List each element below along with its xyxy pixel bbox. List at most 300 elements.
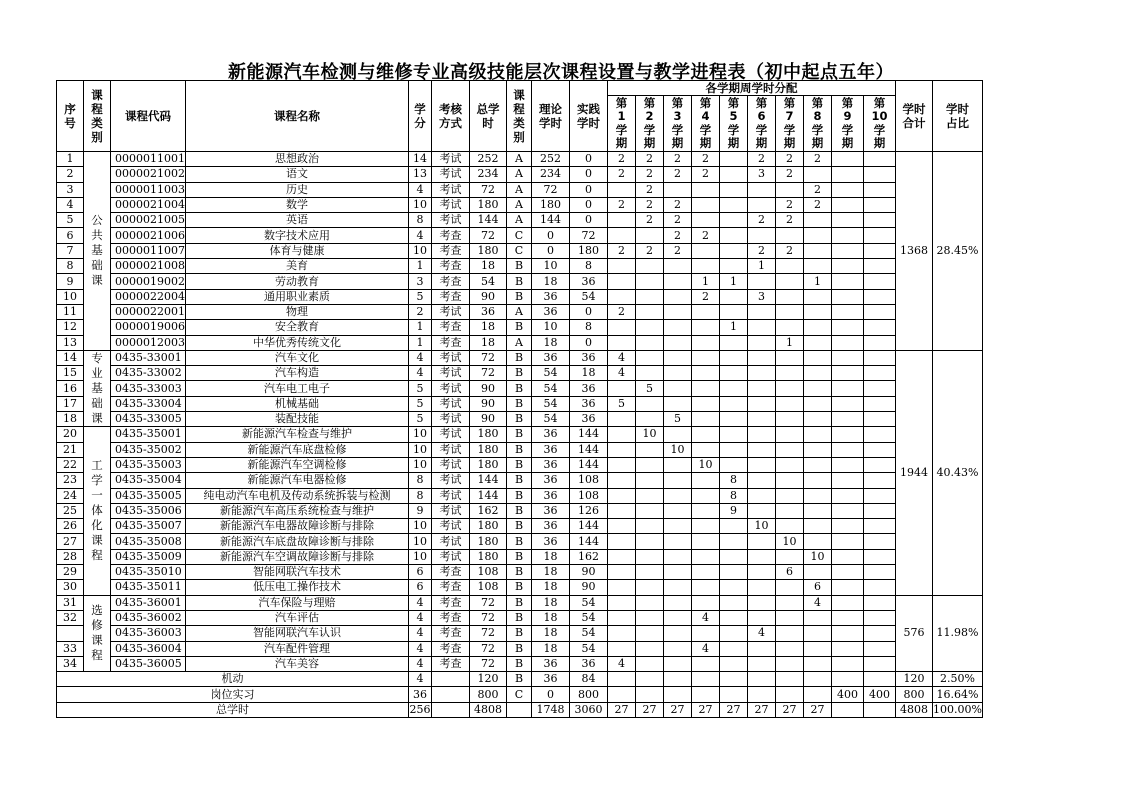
row-semester-10: [864, 549, 896, 564]
row-total-hours: 252: [470, 152, 507, 167]
row-credit: 8: [409, 213, 432, 228]
row-semester-10: [864, 274, 896, 289]
row-semester-1: [608, 182, 636, 197]
row-semester-9: [832, 565, 864, 580]
row-credit: 2: [409, 304, 432, 319]
row-semester-7: [776, 304, 804, 319]
row-exam-method: 考试: [432, 427, 470, 442]
row-semester-1: [608, 595, 636, 610]
category-cell: [84, 350, 111, 426]
row-semester-3: [664, 534, 692, 549]
row-total-hours: 108: [470, 565, 507, 580]
row-semester-4: [692, 243, 720, 258]
row-semester-8: 2: [804, 152, 832, 167]
row-semester-10: [864, 442, 896, 457]
row-seq: 14: [57, 350, 84, 365]
header-practice: 实践学时: [570, 81, 608, 152]
row-seq: 16: [57, 381, 84, 396]
row-exam-method: 考试: [432, 519, 470, 534]
page-title: 新能源汽车检测与维修专业高级技能层次课程设置与教学进程表（初中起点五年）: [228, 62, 894, 83]
row-semester-7: [776, 381, 804, 396]
row-semester-2: 2: [636, 167, 664, 182]
row-seq: 26: [57, 519, 84, 534]
row-seq: 17: [57, 396, 84, 411]
row-theory-hours: 36: [532, 519, 570, 534]
row-seq: 33: [57, 641, 84, 656]
row-semester-7: [776, 656, 804, 671]
row-practice-hours: 0: [570, 152, 608, 167]
row-semester-1: 2: [608, 243, 636, 258]
row-semester-8: 2: [804, 182, 832, 197]
table-row: [57, 473, 983, 488]
row-semester-6: [748, 228, 776, 243]
row-semester-6: [748, 182, 776, 197]
row-semester-4: [692, 565, 720, 580]
row-course-type: C: [507, 243, 532, 258]
row-semester-7: 2: [776, 167, 804, 182]
row-semester-8: [804, 396, 832, 411]
summary-practice-hours: 84: [570, 672, 608, 687]
row-semester-7: [776, 519, 804, 534]
row-semester-2: [636, 580, 664, 595]
row-semester-7: 6: [776, 565, 804, 580]
row-exam-method: 考查: [432, 243, 470, 258]
row-semester-2: [636, 549, 664, 564]
row-semester-3: [664, 304, 692, 319]
row-semester-9: [832, 610, 864, 625]
row-semester-7: 10: [776, 534, 804, 549]
row-theory-hours: 36: [532, 488, 570, 503]
row-semester-6: 3: [748, 167, 776, 182]
row-semester-2: [636, 626, 664, 641]
row-semester-4: [692, 473, 720, 488]
row-course-code: 0435-35008: [111, 534, 186, 549]
row-semester-7: [776, 228, 804, 243]
row-credit: 10: [409, 534, 432, 549]
row-semester-4: [692, 182, 720, 197]
table-row: [57, 197, 983, 212]
row-semester-4: [692, 350, 720, 365]
table-row: [57, 519, 983, 534]
row-course-name: 纯电动汽车电机及传动系统拆装与检测: [186, 488, 409, 503]
row-practice-hours: 90: [570, 565, 608, 580]
row-course-code: 0435-33001: [111, 350, 186, 365]
row-semester-7: [776, 427, 804, 442]
row-credit: 9: [409, 503, 432, 518]
row-semester-2: [636, 396, 664, 411]
row-semester-8: [804, 213, 832, 228]
row-semester-7: [776, 626, 804, 641]
row-theory-hours: 180: [532, 197, 570, 212]
row-semester-4: [692, 335, 720, 350]
row-semester-5: [720, 549, 748, 564]
row-total-hours: 72: [470, 626, 507, 641]
row-theory-hours: 18: [532, 549, 570, 564]
row-semester-8: 6: [804, 580, 832, 595]
row-semester-9: [832, 213, 864, 228]
row-course-type: B: [507, 442, 532, 457]
summary-semester-5: [720, 672, 748, 687]
row-course-name: 汽车文化: [186, 350, 409, 365]
row-semester-4: 2: [692, 228, 720, 243]
row-total-hours: 144: [470, 473, 507, 488]
row-course-type: B: [507, 610, 532, 625]
row-semester-8: [804, 259, 832, 274]
row-semester-9: [832, 366, 864, 381]
row-theory-hours: 18: [532, 595, 570, 610]
category-hour-ratio: 28.45%: [933, 152, 983, 351]
summary-semester-7: [776, 687, 804, 702]
row-exam-method: 考试: [432, 488, 470, 503]
row-theory-hours: 18: [532, 610, 570, 625]
row-course-name: 美育: [186, 259, 409, 274]
row-seq: 20: [57, 427, 84, 442]
row-total-hours: 72: [470, 595, 507, 610]
summary-hour-ratio: 16.64%: [933, 687, 983, 702]
summary-course-type: C: [507, 687, 532, 702]
row-course-type: A: [507, 152, 532, 167]
row-semester-2: 2: [636, 243, 664, 258]
summary-row: [57, 702, 983, 717]
row-semester-4: [692, 534, 720, 549]
row-exam-method: 考查: [432, 595, 470, 610]
row-semester-10: [864, 396, 896, 411]
row-semester-7: [776, 350, 804, 365]
row-exam-method: 考查: [432, 565, 470, 580]
row-course-code: 0435-33003: [111, 381, 186, 396]
row-total-hours: 72: [470, 610, 507, 625]
row-exam-method: 考试: [432, 473, 470, 488]
row-semester-7: [776, 488, 804, 503]
row-course-code: 0435-33005: [111, 412, 186, 427]
row-seq: 4: [57, 197, 84, 212]
summary-label: 机动: [57, 672, 409, 687]
row-semester-5: [720, 167, 748, 182]
row-course-name: 历史: [186, 182, 409, 197]
row-course-name: 新能源汽车空调检修: [186, 457, 409, 472]
row-credit: 5: [409, 396, 432, 411]
row-course-type: B: [507, 289, 532, 304]
row-semester-2: 2: [636, 213, 664, 228]
row-semester-5: 1: [720, 320, 748, 335]
row-practice-hours: 0: [570, 197, 608, 212]
row-practice-hours: 36: [570, 412, 608, 427]
row-semester-1: [608, 580, 636, 595]
row-semester-3: [664, 610, 692, 625]
summary-semester-4: [692, 672, 720, 687]
row-course-type: A: [507, 335, 532, 350]
row-exam-method: 考试: [432, 381, 470, 396]
row-course-name: 新能源汽车电器故障诊断与排除: [186, 519, 409, 534]
row-seq: 18: [57, 412, 84, 427]
row-semester-5: 8: [720, 488, 748, 503]
summary-total-hours: 4808: [470, 702, 507, 717]
row-semester-1: [608, 473, 636, 488]
row-seq: 29: [57, 565, 84, 580]
row-seq: 9: [57, 274, 84, 289]
row-credit: 13: [409, 167, 432, 182]
row-semester-1: 2: [608, 304, 636, 319]
table-row: [57, 488, 983, 503]
row-course-name: 新能源汽车高压系统检查与维护: [186, 503, 409, 518]
summary-semester-1: 27: [608, 702, 636, 717]
row-course-code: 0435-36001: [111, 595, 186, 610]
row-exam-method: 考试: [432, 197, 470, 212]
category-label: 专业基础课: [91, 351, 103, 426]
row-semester-5: [720, 656, 748, 671]
row-seq: 31: [57, 595, 84, 610]
summary-semester-4: [692, 687, 720, 702]
row-theory-hours: 54: [532, 396, 570, 411]
row-semester-6: [748, 641, 776, 656]
row-practice-hours: 0: [570, 304, 608, 319]
row-seq: 11: [57, 304, 84, 319]
row-semester-6: [748, 534, 776, 549]
row-course-type: B: [507, 457, 532, 472]
row-practice-hours: 36: [570, 656, 608, 671]
row-exam-method: 考查: [432, 289, 470, 304]
row-course-type: B: [507, 427, 532, 442]
row-semester-8: [804, 243, 832, 258]
row-course-type: A: [507, 197, 532, 212]
row-course-code: 0435-35003: [111, 457, 186, 472]
row-seq: [57, 626, 84, 641]
row-course-name: 新能源汽车底盘故障诊断与排除: [186, 534, 409, 549]
header-semester-8: 第8学期: [804, 96, 832, 152]
row-seq: 34: [57, 656, 84, 671]
row-course-name: 智能网联汽车认识: [186, 626, 409, 641]
row-semester-10: [864, 197, 896, 212]
row-semester-10: [864, 335, 896, 350]
row-semester-5: [720, 412, 748, 427]
row-semester-3: 2: [664, 228, 692, 243]
table-row: [57, 182, 983, 197]
row-semester-4: [692, 366, 720, 381]
row-semester-3: [664, 259, 692, 274]
table-row: [57, 503, 983, 518]
row-semester-4: 10: [692, 457, 720, 472]
summary-semester-2: [636, 672, 664, 687]
row-semester-5: 9: [720, 503, 748, 518]
row-course-code: 0000011003: [111, 182, 186, 197]
row-credit: 4: [409, 595, 432, 610]
row-theory-hours: 36: [532, 473, 570, 488]
row-semester-6: 2: [748, 152, 776, 167]
table-row: [57, 274, 983, 289]
row-semester-9: [832, 243, 864, 258]
row-course-type: B: [507, 656, 532, 671]
row-total-hours: 234: [470, 167, 507, 182]
category-hour-ratio: 11.98%: [933, 595, 983, 671]
summary-course-type: B: [507, 672, 532, 687]
header-total-hours: 总学时: [470, 81, 507, 152]
row-course-code: 0435-35001: [111, 427, 186, 442]
row-seq: 22: [57, 457, 84, 472]
summary-semester-9: [832, 672, 864, 687]
row-semester-1: [608, 534, 636, 549]
row-semester-6: [748, 197, 776, 212]
summary-semester-8: [804, 672, 832, 687]
row-semester-6: [748, 381, 776, 396]
header-semester-6: 第6学期: [748, 96, 776, 152]
row-total-hours: 72: [470, 366, 507, 381]
row-practice-hours: 54: [570, 595, 608, 610]
row-semester-4: [692, 197, 720, 212]
row-semester-5: [720, 534, 748, 549]
table-row: [57, 442, 983, 457]
row-exam-method: 考查: [432, 626, 470, 641]
row-semester-10: [864, 167, 896, 182]
header-semester-9: 第9学期: [832, 96, 864, 152]
row-course-code: 0435-35004: [111, 473, 186, 488]
summary-hour-sum: 800: [896, 687, 933, 702]
row-semester-4: 2: [692, 167, 720, 182]
row-semester-8: [804, 519, 832, 534]
row-semester-3: [664, 274, 692, 289]
row-semester-10: [864, 366, 896, 381]
row-semester-5: [720, 565, 748, 580]
row-course-type: B: [507, 412, 532, 427]
row-total-hours: 72: [470, 641, 507, 656]
row-semester-10: [864, 626, 896, 641]
row-course-code: 0435-35005: [111, 488, 186, 503]
row-seq: 28: [57, 549, 84, 564]
row-semester-6: 10: [748, 519, 776, 534]
row-credit: 1: [409, 320, 432, 335]
row-semester-10: [864, 473, 896, 488]
row-semester-2: [636, 488, 664, 503]
row-total-hours: 180: [470, 549, 507, 564]
row-practice-hours: 126: [570, 503, 608, 518]
category-label: 选修课程: [91, 603, 103, 663]
row-semester-1: [608, 626, 636, 641]
row-practice-hours: 18: [570, 366, 608, 381]
row-semester-6: [748, 335, 776, 350]
summary-semester-3: 27: [664, 702, 692, 717]
table-row: [57, 610, 983, 625]
row-exam-method: 考试: [432, 396, 470, 411]
row-theory-hours: 0: [532, 243, 570, 258]
table-row: [57, 213, 983, 228]
row-course-code: 0000011007: [111, 243, 186, 258]
row-course-type: C: [507, 228, 532, 243]
row-semester-1: [608, 565, 636, 580]
row-semester-6: [748, 610, 776, 625]
table-row: [57, 534, 983, 549]
row-semester-1: 2: [608, 197, 636, 212]
summary-semester-5: 27: [720, 702, 748, 717]
row-course-type: B: [507, 396, 532, 411]
summary-semester-3: [664, 687, 692, 702]
row-semester-5: [720, 457, 748, 472]
row-semester-1: [608, 610, 636, 625]
row-semester-5: [720, 228, 748, 243]
row-course-code: 0435-36002: [111, 610, 186, 625]
row-semester-1: 4: [608, 656, 636, 671]
row-semester-4: [692, 320, 720, 335]
row-semester-7: [776, 274, 804, 289]
row-course-code: 0000021004: [111, 197, 186, 212]
row-semester-3: [664, 427, 692, 442]
row-semester-5: [720, 335, 748, 350]
row-exam-method: 考查: [432, 610, 470, 625]
row-course-type: B: [507, 565, 532, 580]
row-exam-method: 考查: [432, 580, 470, 595]
row-semester-8: [804, 366, 832, 381]
row-semester-10: [864, 152, 896, 167]
summary-semester-1: [608, 687, 636, 702]
row-total-hours: 180: [470, 457, 507, 472]
row-course-type: B: [507, 366, 532, 381]
row-semester-2: 2: [636, 152, 664, 167]
row-semester-1: [608, 320, 636, 335]
row-total-hours: 72: [470, 350, 507, 365]
row-semester-4: 2: [692, 289, 720, 304]
row-seq: 13: [57, 335, 84, 350]
row-course-type: A: [507, 304, 532, 319]
row-semester-2: [636, 595, 664, 610]
row-exam-method: 考试: [432, 366, 470, 381]
row-semester-3: [664, 580, 692, 595]
summary-credit: 4: [409, 672, 432, 687]
row-total-hours: 72: [470, 656, 507, 671]
summary-row: [57, 687, 983, 702]
row-exam-method: 考试: [432, 503, 470, 518]
summary-hour-ratio: 2.50%: [933, 672, 983, 687]
row-practice-hours: 54: [570, 626, 608, 641]
summary-semester-10: 400: [864, 687, 896, 702]
row-semester-10: [864, 289, 896, 304]
row-semester-9: [832, 412, 864, 427]
row-semester-9: [832, 182, 864, 197]
row-exam-method: 考试: [432, 152, 470, 167]
row-practice-hours: 8: [570, 320, 608, 335]
row-semester-4: [692, 549, 720, 564]
summary-total-hours: 120: [470, 672, 507, 687]
header-exam: 考核方式: [432, 81, 470, 152]
row-credit: 10: [409, 519, 432, 534]
row-semester-2: [636, 534, 664, 549]
row-semester-1: [608, 488, 636, 503]
row-credit: 4: [409, 366, 432, 381]
curriculum-table: [56, 80, 983, 718]
summary-exam: [432, 672, 470, 687]
row-practice-hours: 36: [570, 396, 608, 411]
row-practice-hours: 54: [570, 289, 608, 304]
header-course-type: 课程类别: [507, 81, 532, 152]
category-hour-sum: 576: [896, 595, 933, 671]
row-practice-hours: 0: [570, 213, 608, 228]
row-course-name: 数字技术应用: [186, 228, 409, 243]
row-course-name: 智能网联汽车技术: [186, 565, 409, 580]
row-credit: 4: [409, 182, 432, 197]
row-semester-3: [664, 457, 692, 472]
row-course-code: 0000011001: [111, 152, 186, 167]
row-course-type: B: [507, 626, 532, 641]
row-semester-5: [720, 442, 748, 457]
row-course-type: A: [507, 167, 532, 182]
row-credit: 1: [409, 335, 432, 350]
row-semester-4: [692, 656, 720, 671]
row-exam-method: 考试: [432, 534, 470, 549]
row-semester-6: [748, 442, 776, 457]
row-practice-hours: 90: [570, 580, 608, 595]
summary-semester-4: 27: [692, 702, 720, 717]
row-semester-5: [720, 152, 748, 167]
row-credit: 14: [409, 152, 432, 167]
table-row: [57, 335, 983, 350]
row-semester-8: [804, 534, 832, 549]
